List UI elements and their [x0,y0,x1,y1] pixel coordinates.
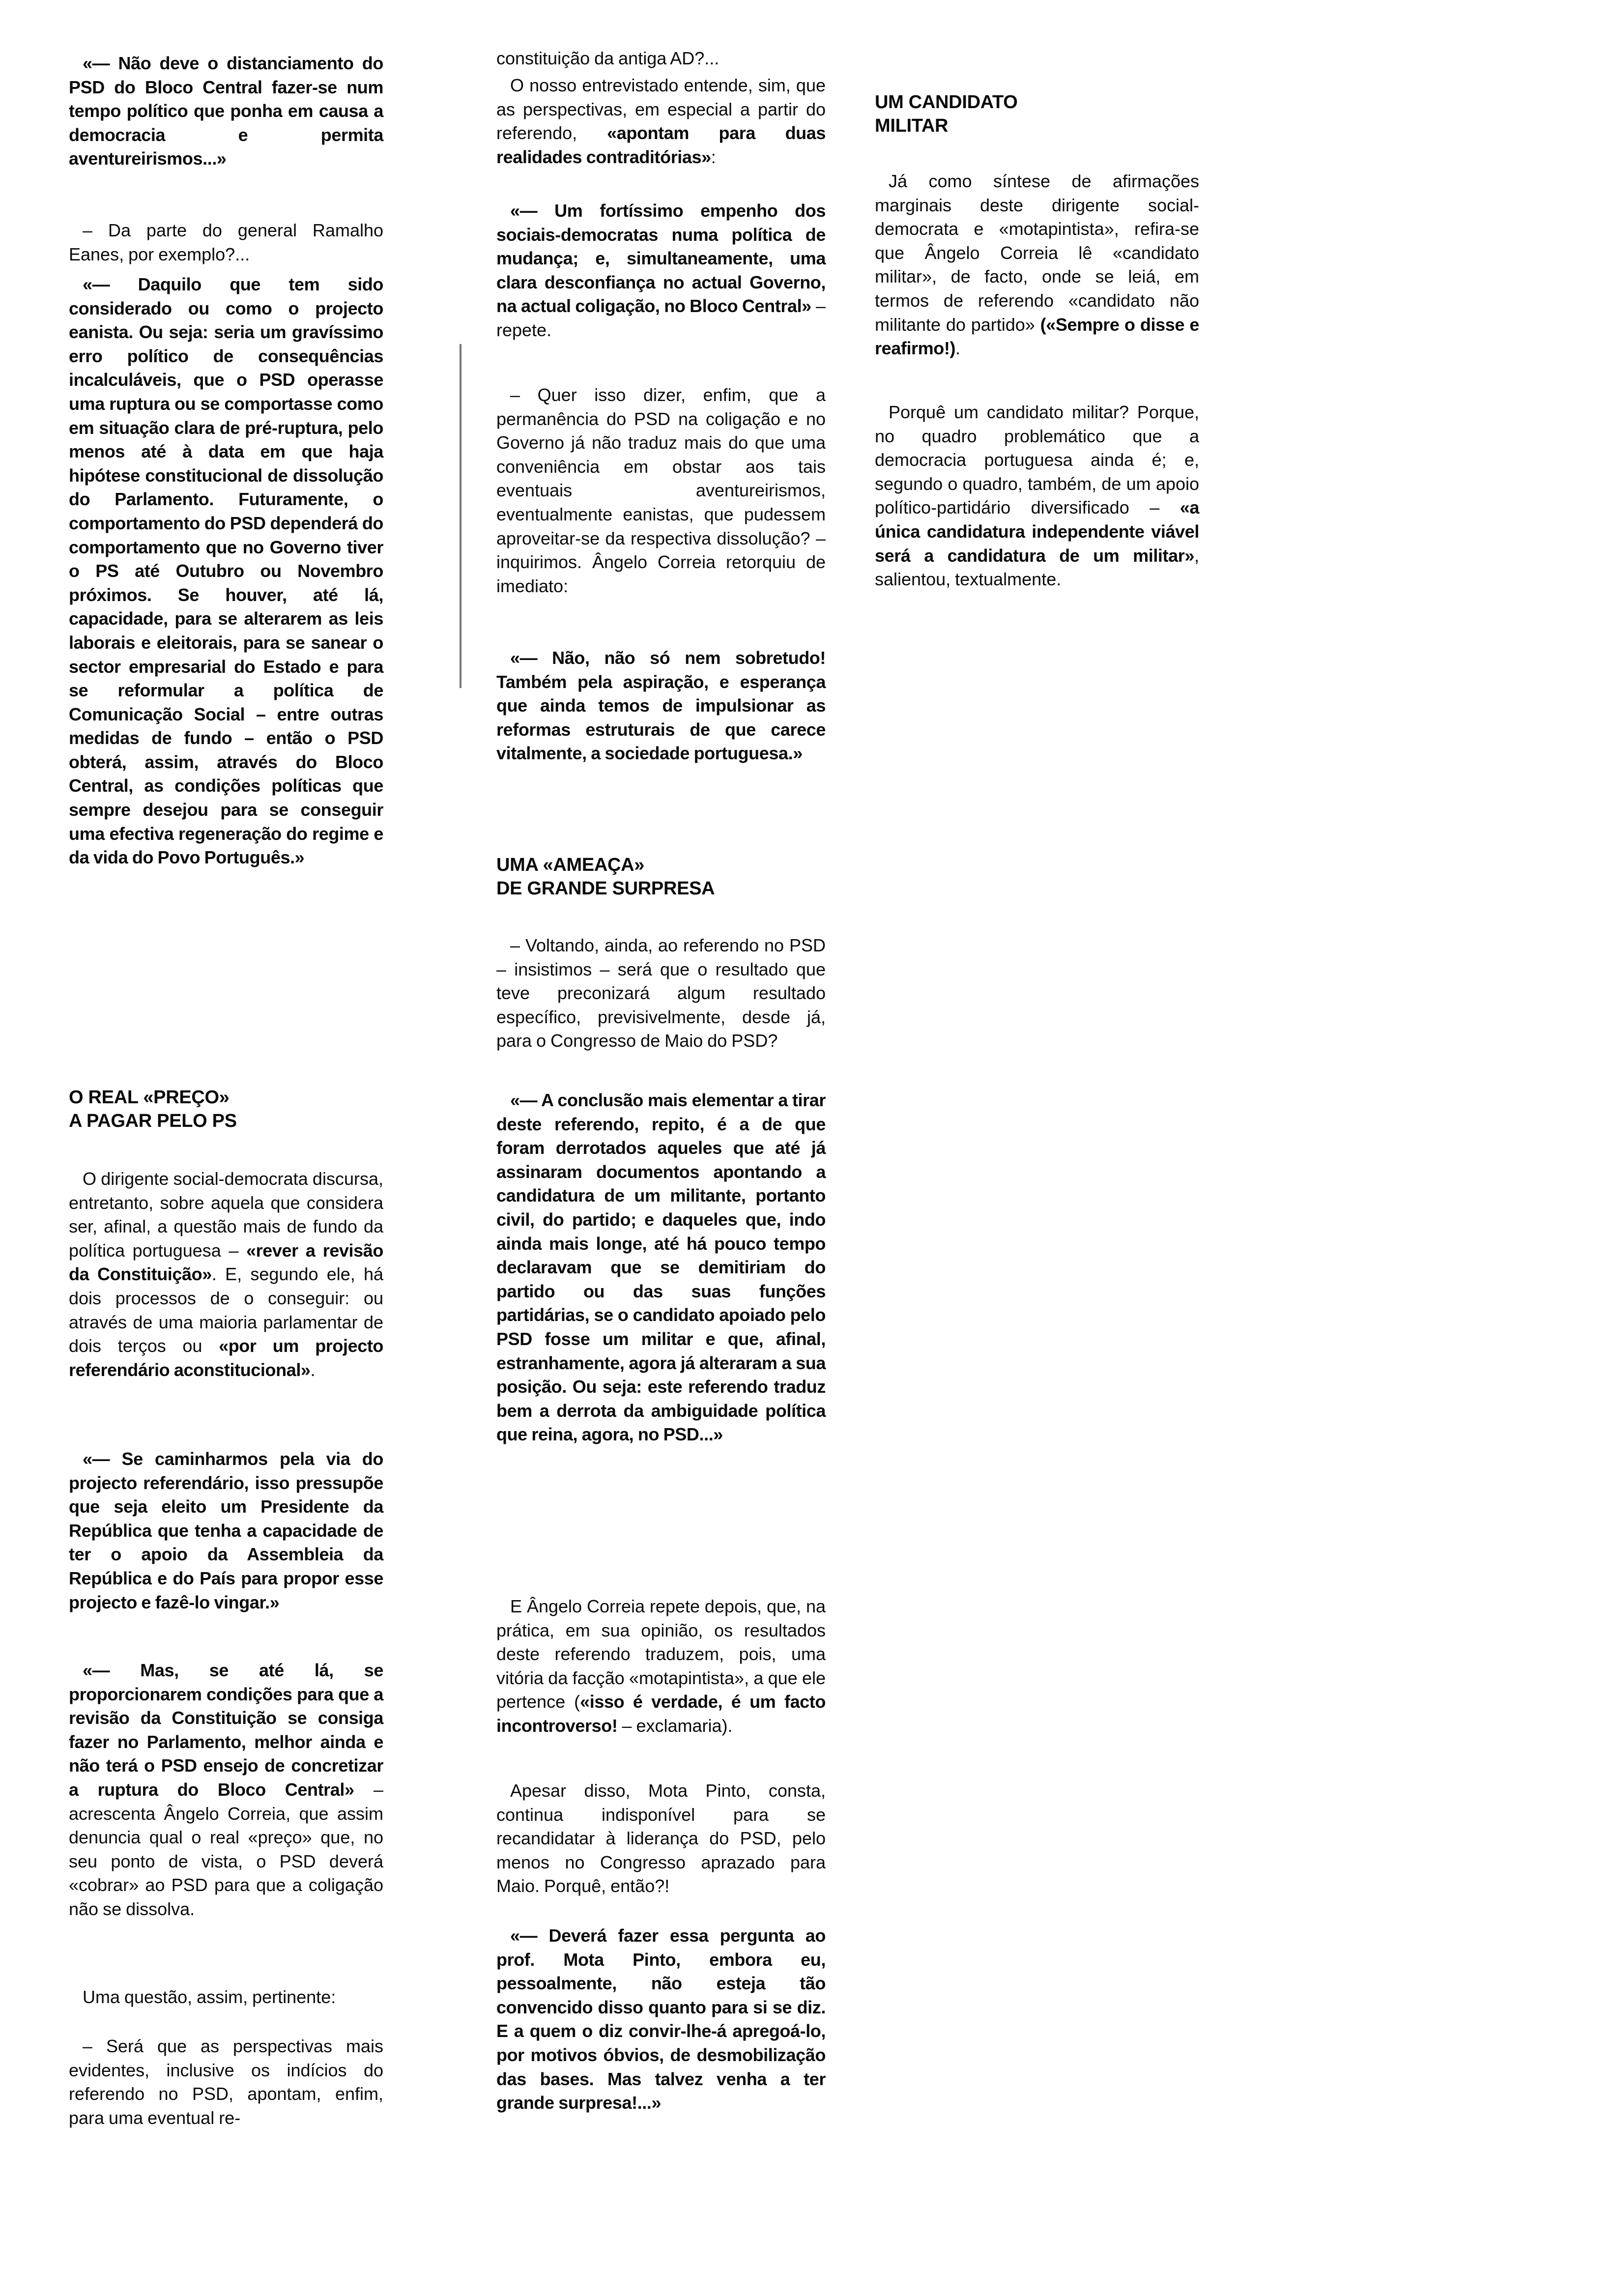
col2-paragraph-1: constituição da antiga AD?... [496,48,720,68]
col2-paragraph-2 [496,74,826,169]
col3-paragraph-1 [875,170,1199,361]
col3-heading-line-2: MILITAR [875,115,949,136]
col3-p1-text-b: . [955,338,961,359]
col1-p4-text-b: . E, segundo ele, há dois processos de o conseguir: ou através de uma maioria parlamentar de dois terços ou [69,1264,384,1356]
col3-paragraph-2 [875,401,1199,592]
col1-p4-quote-a: «rever a revisão da Constituição» [69,1240,383,1285]
col2-p2-text-b: : [711,146,716,167]
col1-p4-quote-b: «por um projecto referendário aconstitucional» [69,1336,384,1380]
col3-heading-line-1: UM CANDIDATO [875,92,1018,113]
col2-paragraph-5: «— Não, não só nem sobretudo! Também pela aspiração, e esperança que ainda temos de impulsionar as reformas estruturais de que carece vitalmente, a sociedade portuguesa.» [496,648,826,764]
col2-paragraph-7: «— A conclusão mais elementar a tirar deste referendo, repito, é a de que foram derrotados aqueles que até já assinaram documentos apontando a candidatura de um militante, portanto civil, do partido; e daqueles que, indo ainda mais longe, até há pouco tempo declaravam que se demitiriam do partido ou das suas funções partidárias, se o candidato apoiado pelo PSD fosse um militar e que, afinal, estranhamente, agora já alteraram a sua posição. Ou seja: este referendo traduz bem a derrota da ambiguidade política que reina, agora, no PSD...» [496,1090,826,1445]
col3-p2-text-b: , salientou, textualmente. [875,545,1199,590]
column-divider [460,344,461,688]
col1-paragraph-1: «— Não deve o distanciamento do PSD do Bloco Central fazer-se num tempo político que ponha em causa a democracia e permita aventureirismos...» [69,53,383,169]
col2-p3-text: – repete. [496,296,826,340]
col1-p6-text: – acrescenta Ângelo Correia, que assim denuncia qual o real «preço» que, no seu ponto de vista, o PSD deverá «cobrar» ao PSD para que a coligação não se dissolva. [69,1779,384,1919]
col2-paragraph-10: «— Deverá fazer essa pergunta ao prof. Mota Pinto, embora eu, pessoalmente, não esteja tão convencido disso quanto para si se diz. E a quem o diz convir-lhe-á apregoá-lo, por motivos óbvios, de desmobilização das bases. Mas talvez venha a ter grande surpresa!...» [496,1925,826,2113]
col1-paragraph-3: «— Daquilo que tem sido considerado ou como o projecto eanista. Ou seja: seria um gravíssimo erro político de consequências incalculáveis, que o PSD operasse uma ruptura ou se comportasse como em situação clara de pré-ruptura, pelo menos até à data em que haja hipótese constitucional de dissolução do Parlamento. Futuramente, o comportamento do PSD dependerá do comportamento que no Governo tiver o PS até Outubro ou Novembro próximos. Se houver, até lá, capacidade, para se alterarem as leis laborais e eleitorais, para se sanear o sector empresarial do Estado e para se reformular a política de Comunicação Social – entre outras medidas de fundo – então o PSD obterá, assim, através do Bloco Central, as condições políticas que sempre desejou para se conseguir uma efectiva regeneração do regime e da vida do Povo Português.» [69,274,383,868]
col1-paragraph-5: «— Se caminharmos pela via do projecto referendário, isso pressupõe que seja eleito um Presidente da República que tenha a capacidade de ter o apoio da Assembleia da República e do País para propor esse projecto e fazê-lo vingar.» [69,1449,383,1612]
col1-p6-quote: «— Mas, se até lá, se proporcionarem condições para que a revisão da Constituição se consiga fazer no Parlamento, melhor ainda e não terá o PSD ensejo de concretizar a ruptura do Bloco Central» [69,1660,383,1800]
col2-p2-quote: «apontam para duas realidades contraditórias» [496,123,826,167]
col1-heading-line-2: A PAGAR PELO PS [69,1111,237,1131]
col2-p8-text-b: – exclamaria). [617,1715,733,1736]
col2-p2-text-a: O nosso entrevistado entende, sim, que as perspectivas, em especial a partir do referendo, [496,75,826,144]
col2-heading-line-1: UMA «AMEAÇA» [496,855,645,875]
col1-paragraph-8: – Será que as perspectivas mais evidentes, inclusive os indícios do referendo no PSD, apontam, enfim, para uma eventual re- [69,2036,383,2128]
col1-paragraph-2: – Da parte do general Ramalho Eanes, por exemplo?... [69,220,383,264]
col3-p2-quote: «a única candidatura independente viável será a candidatura de um militar» [875,497,1199,566]
col1-paragraph-7: Uma questão, assim, pertinente: [83,1987,336,2007]
col1-p4-text-a: O dirigente social-democrata discursa, entretanto, sobre aquela que considera ser, afinal, a questão mais de fundo da política portuguesa – [69,1169,383,1261]
col3-p2-text-a: Porquê um candidato militar? Porque, no quadro problemático que a democracia portuguesa ainda é; e, segundo o quadro, também, de um apoio político-partidário diversificado – [875,402,1199,518]
col3-p1-quote: («Sempre o disse e reafirmo!) [875,314,1199,359]
col2-paragraph-6: – Voltando, ainda, ao referendo no PSD – insistimos – será que o resultado que teve preconizará algum resultado específico, previsivelmente, desde já, para o Congresso de Maio do PSD? [496,935,826,1051]
col2-p3-quote: «— Um fortíssimo empenho dos sociais-democratas numa política de mudança; e, simultaneamente, uma clara desconfiança no actual Governo, na actual coligação, no Bloco Central» [496,201,826,316]
col2-p8-text-a: E Ângelo Correia repete depois, que, na prática, em sua opinião, os resultados deste referendo traduzem, pois, uma vitória da facção «motapintista», a que ele pertence ( [496,1596,826,1712]
col2-heading-line-2: DE GRANDE SURPRESA [496,878,715,899]
col2-paragraph-4: – Quer isso dizer, enfim, que a permanência do PSD na coligação e no Governo já não traduz mais do que uma conveniência em obstar aos tais eventuais aventureirismos, eventualmente eanistas, que pudessem aproveitar-se da respectiva dissolução? – inquirimos. Ângelo Correia retorquiu de imediato: [496,385,826,596]
col2-paragraph-8 [496,1595,826,1738]
col1-heading-line-1: O REAL «PREÇO» [69,1087,230,1108]
col2-paragraph-9: Apesar disso, Mota Pinto, consta, continua indisponível para se recandidatar à liderança do PSD, pelo menos no Congresso aprazado para Maio. Porquê, então?! [496,1780,826,1896]
col1-p4-text-c: . [310,1359,316,1380]
col2-paragraph-3 [496,199,826,343]
col3-p1-text-a: Já como síntese de afirmações marginais deste dirigente social-democrata e «motapintista», refira-se que Ângelo Correia lê «candidato militar», de facto, onde se leiá, em termos de referendo «candidato não militante do partido» [875,171,1199,335]
col2-p8-quote: «isso é verdade, é um facto incontroverso! [496,1692,826,1736]
col1-paragraph-4 [69,1167,383,1382]
col1-paragraph-6 [69,1659,383,1922]
